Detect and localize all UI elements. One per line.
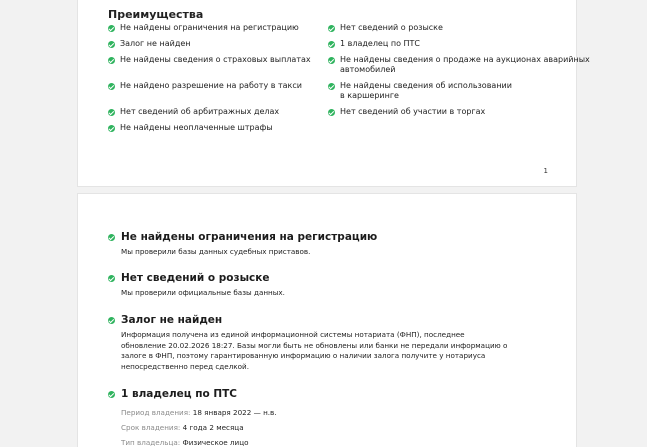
check-circle-icon (108, 25, 115, 32)
check-circle-icon (108, 317, 115, 324)
section-text-line: залоге в ФНП, поэтому гарантированную информацию о наличии залога получите у нотариуса (121, 351, 486, 360)
section-title: Залог не найден (121, 314, 223, 326)
report-page-2 (77, 193, 577, 447)
ownership-duration-row (121, 423, 244, 432)
check-circle-icon (108, 57, 115, 64)
check-circle-icon (328, 57, 335, 64)
check-circle-icon (108, 125, 115, 132)
advantages-title: Преимущества (108, 8, 204, 21)
section-text-line: обновление 20.02.2026 18:27. Базы могли быть не обновлены или банки не передали информацию о (121, 340, 508, 350)
section-text-line: Информация получена из единой информационной системы нотариата (ФНП), последнее (121, 330, 465, 339)
check-circle-icon (108, 234, 115, 241)
owner-type-row (121, 438, 249, 447)
ownership-duration-label: Срок владения: (121, 423, 183, 432)
check-circle-icon (328, 25, 335, 32)
section-text: Мы проверили официальные базы данных. (121, 288, 285, 297)
check-circle-icon (108, 41, 115, 48)
section-text-line: непосредственно перед сделкой. (121, 361, 249, 371)
ownership-duration-value: 4 года 2 месяца (182, 423, 244, 432)
check-circle-icon (328, 83, 335, 90)
section-text: Мы проверили базы данных судебных приставов. (121, 247, 311, 256)
section-title: 1 владелец по ПТС (121, 388, 238, 400)
owner-type-label: Тип владельца: (121, 438, 183, 447)
check-circle-icon (108, 391, 115, 398)
owner-type-value: Физическое лицо (182, 438, 249, 447)
check-circle-icon (108, 275, 115, 282)
check-circle-icon (328, 41, 335, 48)
section-title: Нет сведений о розыске (121, 272, 270, 284)
ownership-period-row (121, 408, 277, 417)
section-title: Не найдены ограничения на регистрацию (121, 231, 378, 243)
check-circle-icon (108, 83, 115, 90)
page-number: 1 (543, 167, 548, 175)
check-circle-icon (108, 109, 115, 116)
ownership-period-value: 18 января 2022 — н.в. (192, 408, 277, 417)
check-circle-icon (328, 109, 335, 116)
report-page-1: Преимущества Не найдены ограничения на регистрацию Залог не найден Не найдены сведения о страховых выплатах Не найдено разрешение на работу в такси Нет сведений об арбитражных делах Не найдены неоплаченные штрафы Нет сведений о розыске 1 владелец по ПТС Не найдены сведения о продаже на аукционах аварийных автомобилей Не найдены сведения об использовании в каршеринге Нет сведений об участии в торгах 1 (77, 0, 577, 187)
ownership-period-label: Период владения: (121, 408, 193, 417)
